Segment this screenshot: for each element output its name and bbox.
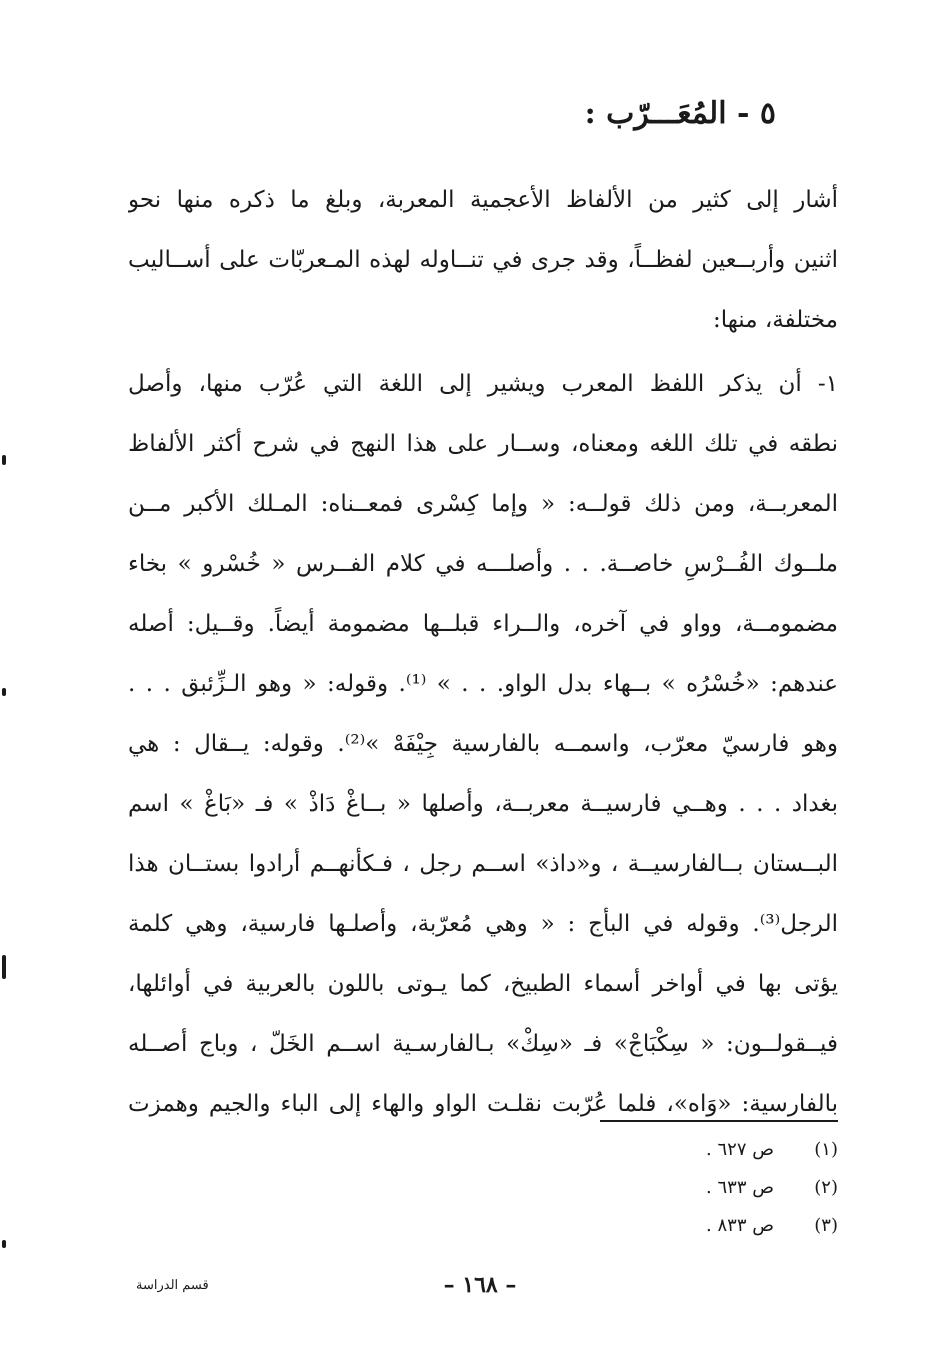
footnote-item: [706, 1130, 838, 1168]
text-line: مضمومــة، وواو في آخره، والــراء قبلــها مضمومة أيضاً. وقــيل: أصله: [128, 611, 838, 637]
text-line: ١- أن يذكر اللفظ المعرب ويشير إلى اللغة التي عُرّب منها، وأصل: [128, 371, 838, 397]
text-line: اثنين وأربــعين لفظــاً، وقد جرى في تنــاوله لهذه المـعربّات على أســاليب: [128, 247, 838, 273]
text-line: المعربــة، ومن ذلك قولــه: « وإما كِسْرى فمعــناه: المـلك الأكبر مــن: [128, 491, 838, 517]
scan-edge-mark: [2, 688, 6, 696]
text-line: مختلفة، منها:: [712, 307, 838, 333]
text-line: البــستان بــالفارسيــة ، و«داذ» اســم رجل ، فـكأنهــم أرادوا بستــان هذا: [128, 851, 838, 877]
scan-edge-mark: [2, 955, 6, 979]
text-line: فيــقولــون: « سِكْبَاجْ» فـ «سِكْ» بـالفارسـية اســم الخَلّ ، وباج أصــله: [128, 1031, 838, 1057]
footnote-item: [706, 1168, 838, 1206]
footnote-separator: [600, 1120, 838, 1122]
text-line: وهو فارسيّ معرّب، واسمــه بالفارسية جِيْفَهْ »⁽²⁾. وقوله: يــقال : هي: [128, 731, 838, 757]
footnote-text: ص ٦٢٧ .: [706, 1138, 774, 1160]
scan-edge-mark: [2, 1240, 6, 1248]
footnote-text: ص ٨٣٣ .: [706, 1214, 774, 1236]
text-line: ملــوك الفُــرْسِ خاصــة. . . وأصلـــه في كلام الفــرس « خُسْرو » بخاء: [128, 551, 838, 577]
footnote-number: (٣): [814, 1214, 838, 1236]
footnote-number: (١): [814, 1138, 838, 1160]
text-line: بغداد . . . وهــي فارسيــة معربــة، وأصلها « بــاغْ دَاذْ » فـ «بَاغْ » اسم: [128, 791, 838, 817]
text-line: نطقه في تلك اللغه ومعناه، وســار على هذا النهج في شرح أكثر الألفاظ: [128, 431, 838, 457]
text-line: أشار إلى كثير من الألفاظ الأعجمية المعربة، وبلغ ما ذكره منها نحو: [128, 187, 838, 213]
intro-paragraph: [128, 170, 838, 350]
text-line: الرجل⁽³⁾. وقوله في البأج : « وهي مُعرّبة، وأصلـها فارسية، وهي كلمة: [128, 911, 838, 937]
section-label: قسم الدراسة: [136, 1278, 209, 1293]
text-line: عندهم: «خُسْرُه » بــهاء بدل الواو. . . » ⁽¹⁾. وقوله: « وهو الـزِّئبق . . .: [128, 671, 838, 697]
text-line: يؤتى بها في أواخر أسماء الطبيخ، كما يـوتى باللون بالعربية في أوائلها،: [128, 971, 838, 997]
footnote-number: (٢): [814, 1176, 838, 1198]
text-line: بالفارسية: «وَاه»، فلما عُرّبت نقلـت الواو والهاء إلى الباء والجيم وهمزت: [128, 1091, 838, 1117]
section-heading: ٥ - المُعَـــرّب :: [584, 96, 776, 131]
footnote-text: ص ٦٣٣ .: [706, 1176, 774, 1198]
method-one-paragraph: [128, 354, 838, 1134]
footnote-item: [706, 1206, 838, 1244]
scan-edge-mark: [2, 455, 6, 465]
page-number: – ١٦٨ –: [443, 1272, 517, 1298]
footnotes: [706, 1130, 838, 1244]
